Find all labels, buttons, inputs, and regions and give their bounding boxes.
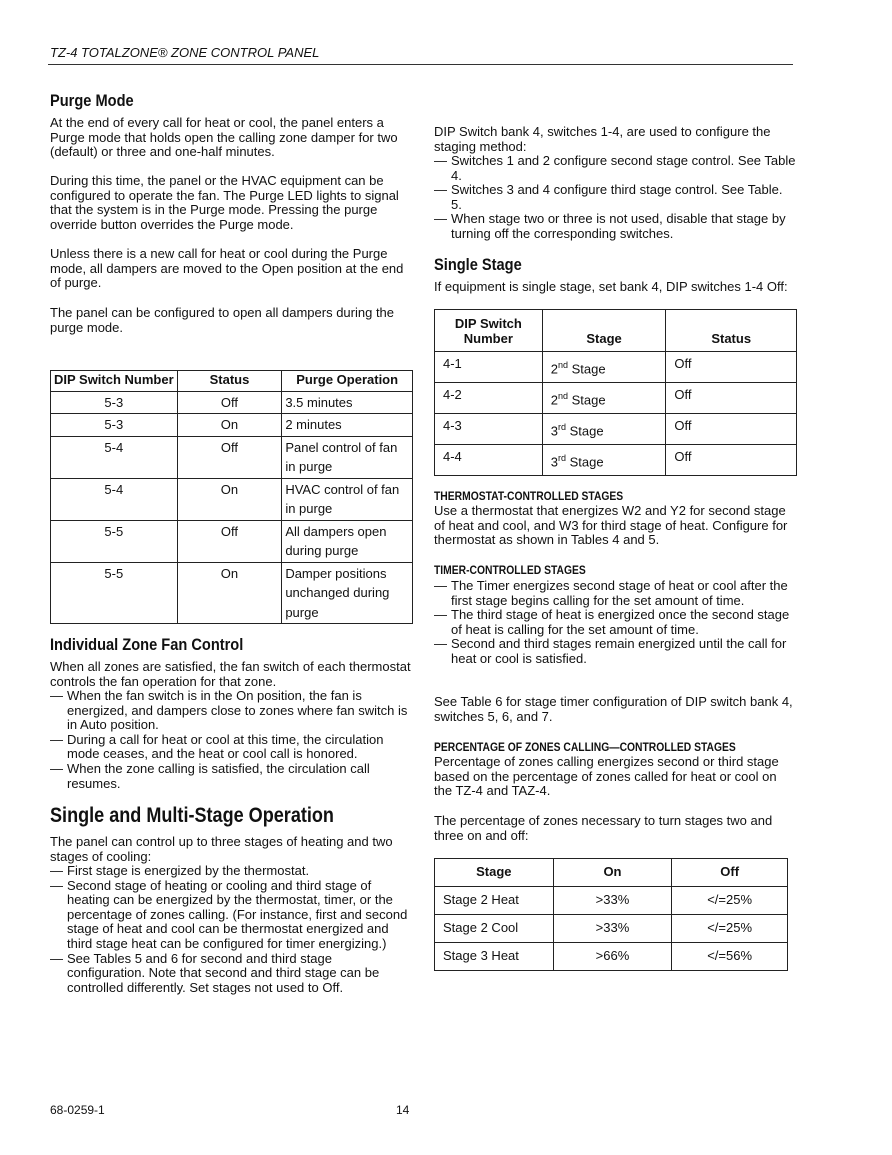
page-header-title: TZ-4 TOTALZONE® ZONE CONTROL PANEL: [50, 45, 320, 60]
on-cell: >33%: [553, 887, 672, 915]
list-item: — When the zone calling is satisfied, the circulation call resumes.: [50, 762, 412, 791]
list-item: — Switches 1 and 2 configure second stage control. See Table 4.: [434, 154, 796, 183]
status-cell: On: [177, 414, 282, 437]
status-cell: On: [177, 478, 282, 520]
single-stage-table: [434, 309, 797, 476]
list-item: — See Tables 5 and 6 for second and third stage configuration. Note that second and third stage can be controlled differently. Set stages not used to Off.: [50, 952, 412, 996]
table-header-row: [435, 859, 788, 887]
operation-cell: All dampers open during purge: [282, 520, 413, 562]
table-row: [51, 520, 413, 562]
list-item: — When the fan switch is in the On position, the fan is energized, and dampers close to zones where fan switch is in Auto position.: [50, 689, 412, 733]
status-cell: Off: [666, 414, 797, 445]
status-cell: Off: [177, 436, 282, 478]
dip-cell: 4-1: [435, 352, 543, 383]
column-header: Status: [666, 310, 797, 352]
purge-table: [50, 370, 413, 624]
percentage-table: [434, 858, 788, 971]
multi-stage-list: [50, 864, 412, 995]
off-cell: </=25%: [672, 915, 788, 943]
timer-stages-heading: TIMER-CONTROLLED STAGES: [434, 563, 586, 577]
multi-stage-heading: Single and Multi-Stage Operation: [50, 804, 334, 827]
purge-paragraph-1: At the end of every call for heat or cool, the panel enters a Purge mode that holds open the calling zone damper for two (default) or three and one-half minutes.: [50, 115, 398, 160]
header-rule: [48, 64, 793, 65]
on-cell: >33%: [553, 915, 672, 943]
fan-intro: When all zones are satisfied, the fan switch of each thermostat controls the fan operation for that zone.: [50, 659, 411, 689]
stage-word: Stage: [567, 361, 606, 377]
stage-number: 3: [550, 423, 558, 439]
table-row: [51, 478, 413, 520]
stage-ordinal: nd: [557, 360, 568, 371]
thermostat-stages-text: Use a thermostat that energizes W2 and Y2 for second stage of heat and cool, and W3 for third stage of heat. Configure for thermostat as shown in Tables 4 and 5.: [434, 503, 788, 548]
status-cell: On: [177, 562, 282, 624]
table-header-row: [435, 310, 797, 352]
stage-cell: [542, 414, 666, 445]
operation-cell: HVAC control of fan in purge: [282, 478, 413, 520]
dip-cell: 5-4: [51, 478, 178, 520]
column-header: Stage: [542, 310, 666, 352]
percentage-paragraph-2: The percentage of zones necessary to turn stages two and three on and off:: [434, 813, 773, 843]
column-header: Purge Operation: [282, 371, 413, 392]
list-item: — The third stage of heat is energized once the second stage of heat is calling for the set amount of time.: [434, 608, 796, 637]
table-row: [51, 414, 413, 437]
dip-cell: 5-3: [51, 391, 178, 414]
stage-ordinal: nd: [557, 391, 568, 402]
footer-doc-number: 68-0259-1: [50, 1103, 105, 1117]
dip-cell: 5-5: [51, 562, 178, 624]
stage-ordinal: rd: [557, 453, 566, 464]
table-row: [435, 915, 788, 943]
table-row: [435, 414, 797, 445]
table-row: [435, 445, 797, 476]
percentage-stages-heading: PERCENTAGE OF ZONES CALLING—CONTROLLED STAGES: [434, 740, 736, 754]
column-header: DIP Switch Number: [51, 371, 178, 392]
dip-bank-list: [434, 154, 796, 242]
column-header: Off: [672, 859, 788, 887]
off-cell: </=25%: [672, 887, 788, 915]
stage-cell: Stage 2 Cool: [435, 915, 554, 943]
list-item: — First stage is energized by the thermostat.: [50, 864, 412, 879]
footer-page-number: 14: [396, 1103, 410, 1117]
table-row: [51, 436, 413, 478]
dip-bank-intro: DIP Switch bank 4, switches 1-4, are used to configure the staging method:: [434, 124, 771, 154]
table-row: [435, 352, 797, 383]
stage-cell: [542, 352, 666, 383]
table-header-row: [51, 371, 413, 392]
table-row: [435, 943, 788, 971]
column-header: Status: [177, 371, 282, 392]
dip-cell: 4-4: [435, 445, 543, 476]
percentage-paragraph-1: Percentage of zones calling energizes second or third stage based on the percentage of zones called for heat or cool on the TZ-4 and TAZ-4.: [434, 754, 779, 799]
operation-cell: Damper positions unchanged during purge: [282, 562, 413, 624]
stage-cell: Stage 2 Heat: [435, 887, 554, 915]
list-item: — During a call for heat or cool at this time, the circulation mode ceases, and the heat or cool call is honored.: [50, 733, 412, 762]
status-cell: Off: [177, 520, 282, 562]
status-cell: Off: [666, 445, 797, 476]
dip-cell: 5-4: [51, 436, 178, 478]
list-item: — When stage two or three is not used, disable that stage by turning off the corresponding switches.: [434, 212, 796, 241]
purge-paragraph-4: The panel can be configured to open all dampers during the purge mode.: [50, 305, 395, 335]
list-item: — The Timer energizes second stage of heat or cool after the first stage begins calling for the set amount of time.: [434, 579, 796, 608]
list-item: — Second stage of heating or cooling and third stage of heating can be energized by the thermostat, timer, or the percentage of zones calling. (For instance, first and second stage of heat and cool can be thermostat energized and third stage heat can be configured for timer energizing.): [50, 879, 412, 952]
purge-paragraph-2: During this time, the panel or the HVAC equipment can be configured to operate the fan. The Purge LED lights to signal that the system is in the Purge mode. Pressing the purge override button overrides the Purge mode.: [50, 173, 399, 232]
operation-cell: 2 minutes: [282, 414, 413, 437]
stage-cell: Stage 3 Heat: [435, 943, 554, 971]
stage-word: Stage: [567, 392, 606, 408]
purge-mode-heading: Purge Mode: [50, 91, 134, 110]
status-cell: Off: [177, 391, 282, 414]
list-item: — Switches 3 and 4 configure third stage control. See Table. 5.: [434, 183, 796, 212]
operation-cell: Panel control of fan in purge: [282, 436, 413, 478]
single-stage-heading: Single Stage: [434, 255, 522, 274]
column-header: On: [553, 859, 672, 887]
dip-cell: 4-3: [435, 414, 543, 445]
table-row: [51, 391, 413, 414]
column-header: Stage: [435, 859, 554, 887]
status-cell: Off: [666, 383, 797, 414]
multi-stage-intro: The panel can control up to three stages of heating and two stages of cooling:: [50, 834, 393, 864]
stage-word: Stage: [565, 454, 604, 470]
fan-control-heading: Individual Zone Fan Control: [50, 635, 244, 654]
list-item: — Second and third stages remain energized until the call for heat or cool is satisfied.: [434, 637, 796, 666]
status-cell: Off: [666, 352, 797, 383]
purge-paragraph-3: Unless there is a new call for heat or cool during the Purge mode, all dampers are moved to the Open position at the end of purge.: [50, 246, 404, 291]
off-cell: </=56%: [672, 943, 788, 971]
operation-cell: 3.5 minutes: [282, 391, 413, 414]
single-stage-intro: If equipment is single stage, set bank 4, DIP switches 1-4 Off:: [434, 279, 788, 294]
table-row: [435, 887, 788, 915]
dip-cell: 5-3: [51, 414, 178, 437]
thermostat-stages-heading: THERMOSTAT-CONTROLLED STAGES: [434, 489, 624, 503]
timer-list: [434, 579, 796, 667]
dip-cell: 4-2: [435, 383, 543, 414]
timer-see-table: See Table 6 for stage timer configuration of DIP switch bank 4, switches 5, 6, and 7.: [434, 694, 793, 724]
fan-list: [50, 689, 412, 791]
stage-number: 2: [550, 361, 558, 377]
stage-word: Stage: [565, 423, 604, 439]
stage-cell: [542, 445, 666, 476]
table-row: [435, 383, 797, 414]
dip-cell: 5-5: [51, 520, 178, 562]
column-header: DIP Switch Number: [435, 310, 543, 352]
stage-cell: [542, 383, 666, 414]
table-row: [51, 562, 413, 624]
stage-number: 3: [550, 454, 558, 470]
on-cell: >66%: [553, 943, 672, 971]
stage-number: 2: [550, 392, 558, 408]
stage-ordinal: rd: [557, 422, 566, 433]
